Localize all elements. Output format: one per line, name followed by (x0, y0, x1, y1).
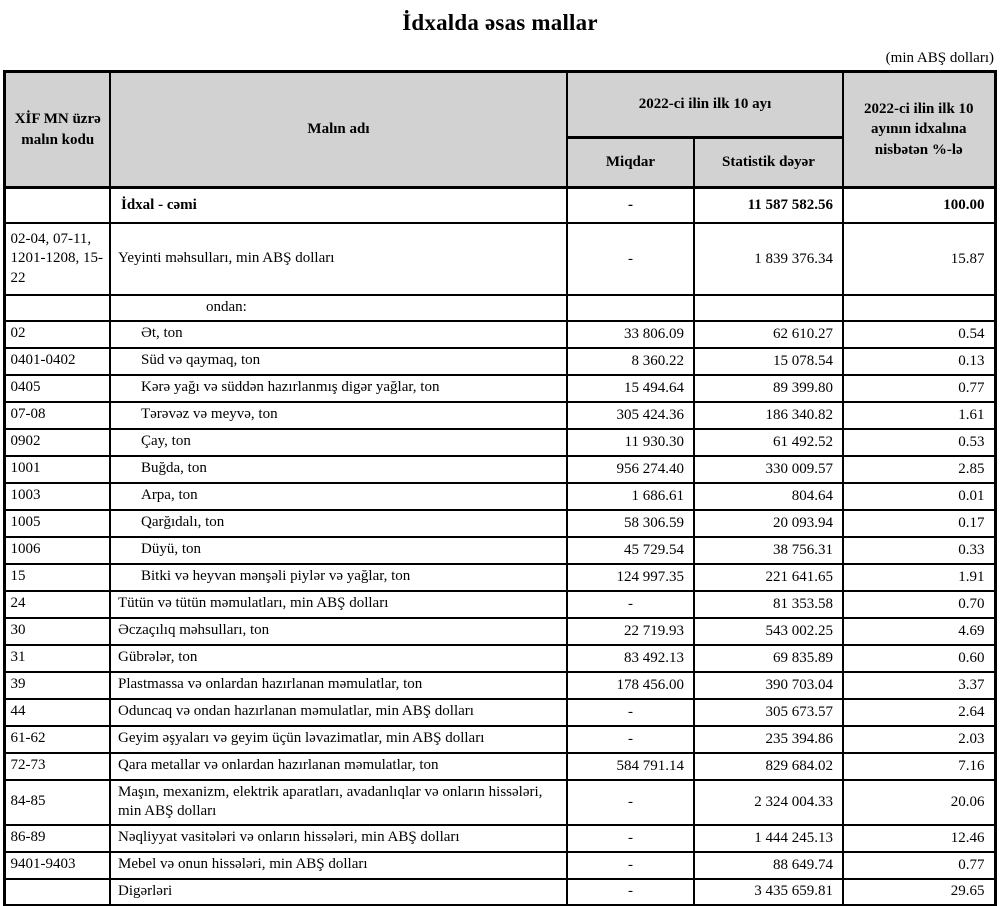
cell-pct: 4.69 (843, 618, 995, 645)
cell-name: Buğda, ton (110, 456, 567, 483)
table-row (5, 295, 995, 321)
table-row (5, 188, 995, 224)
cell-quantity: 45 729.54 (567, 537, 694, 564)
cell-pct: 1.91 (843, 564, 995, 591)
cell-stat_value: 3 435 659.81 (694, 879, 843, 906)
cell-name: Çay, ton (110, 429, 567, 456)
cell-code: 72-73 (5, 753, 110, 780)
cell-pct: 0.01 (843, 483, 995, 510)
cell-pct: 7.16 (843, 753, 995, 780)
cell-code: 0405 (5, 375, 110, 402)
cell-name: Əczaçılıq məhsulları, ton (110, 618, 567, 645)
table-row (5, 321, 995, 348)
cell-stat_value: 62 610.27 (694, 321, 843, 348)
cell-code: 84-85 (5, 780, 110, 825)
cell-pct: 3.37 (843, 672, 995, 699)
cell-quantity: 124 997.35 (567, 564, 694, 591)
cell-quantity: 305 424.36 (567, 402, 694, 429)
table-row (5, 672, 995, 699)
cell-stat_value: 829 684.02 (694, 753, 843, 780)
cell-pct (843, 295, 995, 321)
cell-quantity: 584 791.14 (567, 753, 694, 780)
page-title: İdxalda əsas mallar (402, 10, 598, 35)
cell-code: 0401-0402 (5, 348, 110, 375)
col-header-quantity: Miqdar (567, 138, 694, 188)
col-header-period-group: 2022-ci ilin ilk 10 ayı (567, 72, 843, 138)
cell-stat_value: 235 394.86 (694, 726, 843, 753)
cell-quantity: - (567, 879, 694, 906)
col-header-name: Malın adı (110, 72, 567, 188)
cell-code: 1003 (5, 483, 110, 510)
cell-name: Nəqliyyat vasitələri və onların hissələri, min ABŞ dolları (110, 825, 567, 852)
cell-pct: 2.85 (843, 456, 995, 483)
cell-quantity (567, 295, 694, 321)
table-row (5, 618, 995, 645)
cell-pct: 0.70 (843, 591, 995, 618)
cell-code: 0902 (5, 429, 110, 456)
cell-stat_value: 221 641.65 (694, 564, 843, 591)
cell-stat_value: 804.64 (694, 483, 843, 510)
cell-quantity: - (567, 825, 694, 852)
cell-stat_value: 543 002.25 (694, 618, 843, 645)
cell-code: 1006 (5, 537, 110, 564)
cell-code (5, 879, 110, 906)
col-header-code: XİF MN üzrə malın kodu (5, 72, 110, 188)
cell-quantity: - (567, 852, 694, 879)
cell-name: Maşın, mexanizm, elektrik aparatları, avadanlıqlar və onların hissələri, min ABŞ dolları (110, 780, 567, 825)
cell-quantity: 1 686.61 (567, 483, 694, 510)
cell-code: 15 (5, 564, 110, 591)
cell-name: Qara metallar və onlardan hazırlanan məmulatlar, ton (110, 753, 567, 780)
cell-quantity: - (567, 223, 694, 295)
table-row (5, 537, 995, 564)
table-row (5, 825, 995, 852)
cell-stat_value: 15 078.54 (694, 348, 843, 375)
cell-stat_value: 330 009.57 (694, 456, 843, 483)
cell-code: 44 (5, 699, 110, 726)
table-row (5, 375, 995, 402)
cell-name: Oduncaq və ondan hazırlanan məmulatlar, min ABŞ dolları (110, 699, 567, 726)
cell-quantity: - (567, 591, 694, 618)
cell-quantity: 83 492.13 (567, 645, 694, 672)
unit-note: (min ABŞ dolları) (885, 50, 994, 66)
cell-pct: 0.77 (843, 852, 995, 879)
table-row (5, 456, 995, 483)
table-row (5, 852, 995, 879)
cell-pct: 0.13 (843, 348, 995, 375)
cell-quantity: 956 274.40 (567, 456, 694, 483)
cell-code: 30 (5, 618, 110, 645)
cell-pct: 1.61 (843, 402, 995, 429)
cell-quantity: - (567, 726, 694, 753)
cell-quantity: 11 930.30 (567, 429, 694, 456)
cell-stat_value: 1 839 376.34 (694, 223, 843, 295)
cell-code: 61-62 (5, 726, 110, 753)
cell-pct: 12.46 (843, 825, 995, 852)
cell-pct: 2.64 (843, 699, 995, 726)
cell-quantity: 15 494.64 (567, 375, 694, 402)
cell-stat_value: 89 399.80 (694, 375, 843, 402)
cell-name: Arpa, ton (110, 483, 567, 510)
cell-quantity: - (567, 699, 694, 726)
cell-code: 1001 (5, 456, 110, 483)
cell-pct: 0.53 (843, 429, 995, 456)
cell-name: Bitki və heyvan mənşəli piylər və yağlar, ton (110, 564, 567, 591)
cell-name: Düyü, ton (110, 537, 567, 564)
col-header-percent: 2022-ci ilin ilk 10 ayının idxalına nisbətən %-lə (843, 72, 995, 188)
table-row (5, 564, 995, 591)
cell-name: Kərə yağı və süddən hazırlanmış digər yağlar, ton (110, 375, 567, 402)
cell-name: ondan: (110, 295, 567, 321)
cell-code (5, 295, 110, 321)
cell-code: 31 (5, 645, 110, 672)
cell-stat_value: 61 492.52 (694, 429, 843, 456)
table-row (5, 753, 995, 780)
table-row (5, 726, 995, 753)
cell-code: 02-04, 07-11, 1201-1208, 15-22 (5, 223, 110, 295)
table-row (5, 348, 995, 375)
cell-name: Ət, ton (110, 321, 567, 348)
cell-quantity: 58 306.59 (567, 510, 694, 537)
imports-table (3, 70, 996, 906)
cell-code: 07-08 (5, 402, 110, 429)
table-row (5, 645, 995, 672)
cell-name: Geyim əşyaları və geyim üçün ləvazimatlar, min ABŞ dolları (110, 726, 567, 753)
cell-code: 39 (5, 672, 110, 699)
cell-stat_value: 305 673.57 (694, 699, 843, 726)
cell-pct: 0.54 (843, 321, 995, 348)
cell-name: Plastmassa və onlardan hazırlanan məmulatlar, ton (110, 672, 567, 699)
cell-name: Süd və qaymaq, ton (110, 348, 567, 375)
cell-stat_value: 69 835.89 (694, 645, 843, 672)
cell-name: Gübrələr, ton (110, 645, 567, 672)
table-row (5, 591, 995, 618)
cell-name: Tütün və tütün məmulatları, min ABŞ dolları (110, 591, 567, 618)
cell-quantity: - (567, 780, 694, 825)
cell-stat_value: 20 093.94 (694, 510, 843, 537)
table-row (5, 429, 995, 456)
cell-pct: 2.03 (843, 726, 995, 753)
cell-pct: 29.65 (843, 879, 995, 906)
cell-code: 86-89 (5, 825, 110, 852)
table-row (5, 879, 995, 906)
table-row (5, 699, 995, 726)
table-row (5, 510, 995, 537)
cell-pct: 0.77 (843, 375, 995, 402)
cell-code: 02 (5, 321, 110, 348)
cell-name: Digərləri (110, 879, 567, 906)
col-header-stat-value: Statistik dəyər (694, 138, 843, 188)
cell-stat_value: 186 340.82 (694, 402, 843, 429)
cell-stat_value: 390 703.04 (694, 672, 843, 699)
table-header (5, 72, 995, 188)
table-row (5, 223, 995, 295)
cell-stat_value (694, 295, 843, 321)
cell-pct: 15.87 (843, 223, 995, 295)
cell-code: 1005 (5, 510, 110, 537)
table-row (5, 780, 995, 825)
cell-code (5, 188, 110, 224)
cell-quantity: 8 360.22 (567, 348, 694, 375)
cell-name: Qarğıdalı, ton (110, 510, 567, 537)
table-body (5, 188, 995, 906)
table-row (5, 483, 995, 510)
cell-name: İdxal - cəmi (110, 188, 567, 224)
cell-stat_value: 11 587 582.56 (694, 188, 843, 224)
cell-stat_value: 2 324 004.33 (694, 780, 843, 825)
cell-code: 24 (5, 591, 110, 618)
cell-quantity: 33 806.09 (567, 321, 694, 348)
cell-stat_value: 38 756.31 (694, 537, 843, 564)
cell-code: 9401-9403 (5, 852, 110, 879)
cell-pct: 100.00 (843, 188, 995, 224)
cell-quantity: - (567, 188, 694, 224)
cell-quantity: 22 719.93 (567, 618, 694, 645)
table-row (5, 402, 995, 429)
cell-pct: 0.17 (843, 510, 995, 537)
cell-name: Tərəvəz və meyvə, ton (110, 402, 567, 429)
cell-stat_value: 1 444 245.13 (694, 825, 843, 852)
cell-quantity: 178 456.00 (567, 672, 694, 699)
cell-stat_value: 81 353.58 (694, 591, 843, 618)
cell-stat_value: 88 649.74 (694, 852, 843, 879)
cell-name: Yeyinti məhsulları, min ABŞ dolları (110, 223, 567, 295)
cell-pct: 0.60 (843, 645, 995, 672)
cell-pct: 20.06 (843, 780, 995, 825)
cell-pct: 0.33 (843, 537, 995, 564)
cell-name: Mebel və onun hissələri, min ABŞ dolları (110, 852, 567, 879)
